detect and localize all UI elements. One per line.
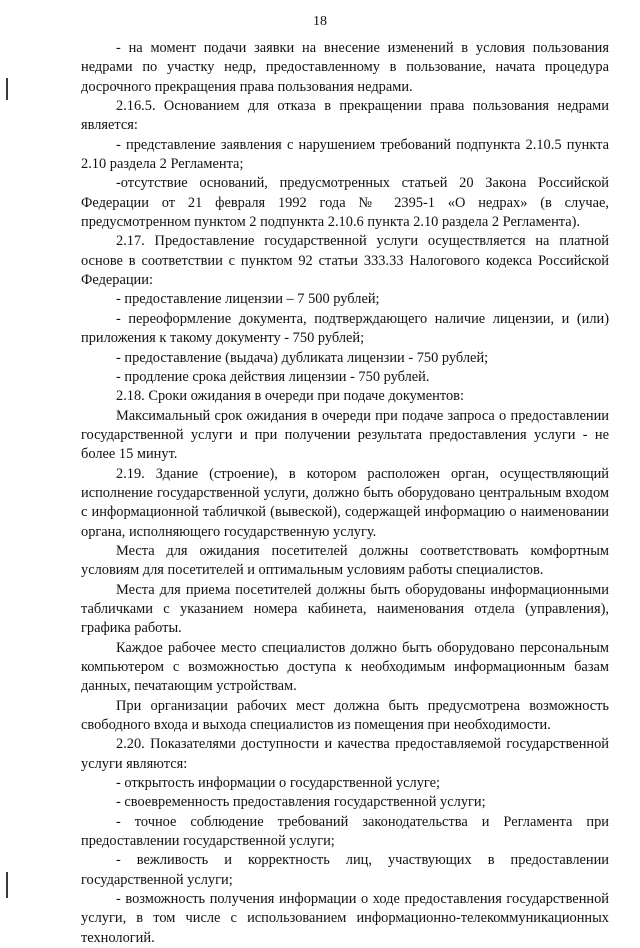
page-number: 18 bbox=[313, 14, 327, 29]
scan-margin-mark bbox=[6, 78, 8, 100]
paragraph: - своевременность предоставления государственной услуги; bbox=[116, 794, 486, 811]
paragraph: - вежливость и корректность лиц, участвующих в предоставлении государственной услуги; bbox=[81, 852, 609, 888]
paragraph: - на момент подачи заявки на внесение изменений в условия пользования недрами по участку недр, предоставленному в пользование, начата процедура досрочного прекращения права пользования недрами. bbox=[81, 40, 609, 95]
paragraph: - возможность получения информации о ходе предоставления государственной услуги, в том числе с использованием информационно-телекоммуникационных технологий. bbox=[81, 891, 609, 946]
paragraph: Максимальный срок ожидания в очереди при подаче запроса о предоставлении государственной услуги и при получении результата предоставления услуги - не более 15 минут. bbox=[81, 407, 609, 463]
paragraph: 2.19. Здание (строение), в котором расположен орган, осуществляющий исполнение государственной услуги, должно быть оборудовано центральным входом с информационной табличкой (вывеской), содержащей информацию о наименовании органа, исполняющего государственную услугу. bbox=[81, 465, 609, 540]
paragraph: - переоформление документа, подтверждающего наличие лицензии, и (или) приложения к такому документу - 750 рублей; bbox=[81, 310, 609, 347]
paragraph: Каждое рабочее место специалистов должно быть оборудовано персональным компьютером с возможностью доступа к необходимым информационным базам данных, печатающим устройствам. bbox=[81, 639, 609, 695]
paragraph: При организации рабочих мест должна быть предусмотрена возможность свободного входа и выхода специалистов из помещения при необходимости. bbox=[81, 697, 609, 734]
paragraph: - предоставление (выдача) дубликата лицензии - 750 рублей; bbox=[116, 349, 489, 366]
document-body bbox=[81, 39, 609, 948]
paragraph: Места для ожидания посетителей должны соответствовать комфортным условиям для посетителей и оптимальным условиям работы специалистов. bbox=[81, 542, 609, 579]
paragraph: - продление срока действия лицензии - 750 рублей. bbox=[116, 368, 430, 385]
paragraph: Места для приема посетителей должны быть оборудованы информационными табличками с указанием номера кабинета, наименования отдела (управления), графика работы. bbox=[81, 581, 609, 637]
paragraph: - открытость информации о государственной услуге; bbox=[116, 775, 441, 792]
paragraph: - предоставление лицензии – 7 500 рублей; bbox=[116, 291, 380, 308]
paragraph: - представление заявления с нарушением требований подпункта 2.10.5 пункта 2.10 раздела 2 Регламента; bbox=[81, 136, 609, 173]
paragraph: -отсутствие оснований, предусмотренных статьей 20 Закона Российской Федерации от 21 февраля 1992 года № 2395-1 «О недрах» (в случае, предусмотренном пунктом 2 подпункта 2.10.6 пункта 2.10 раздела 2 Регламента). bbox=[81, 175, 609, 231]
paragraph: 2.16.5. Основанием для отказа в прекращении права пользования недрами является: bbox=[81, 98, 609, 134]
paragraph: 2.18. Сроки ожидания в очереди при подаче документов: bbox=[116, 388, 464, 405]
paragraph: - точное соблюдение требований законодательства и Регламента при предоставлении государственной услуги; bbox=[81, 813, 609, 850]
paragraph: 2.17. Предоставление государственной услуги осуществляется на платной основе в соответствии с пунктом 92 статьи 333.33 Налогового кодекса Российской Федерации: bbox=[81, 233, 609, 289]
paragraph: 2.20. Показателями доступности и качества предоставляемой государственной услуги являются: bbox=[81, 736, 609, 772]
scan-margin-mark bbox=[6, 872, 8, 898]
